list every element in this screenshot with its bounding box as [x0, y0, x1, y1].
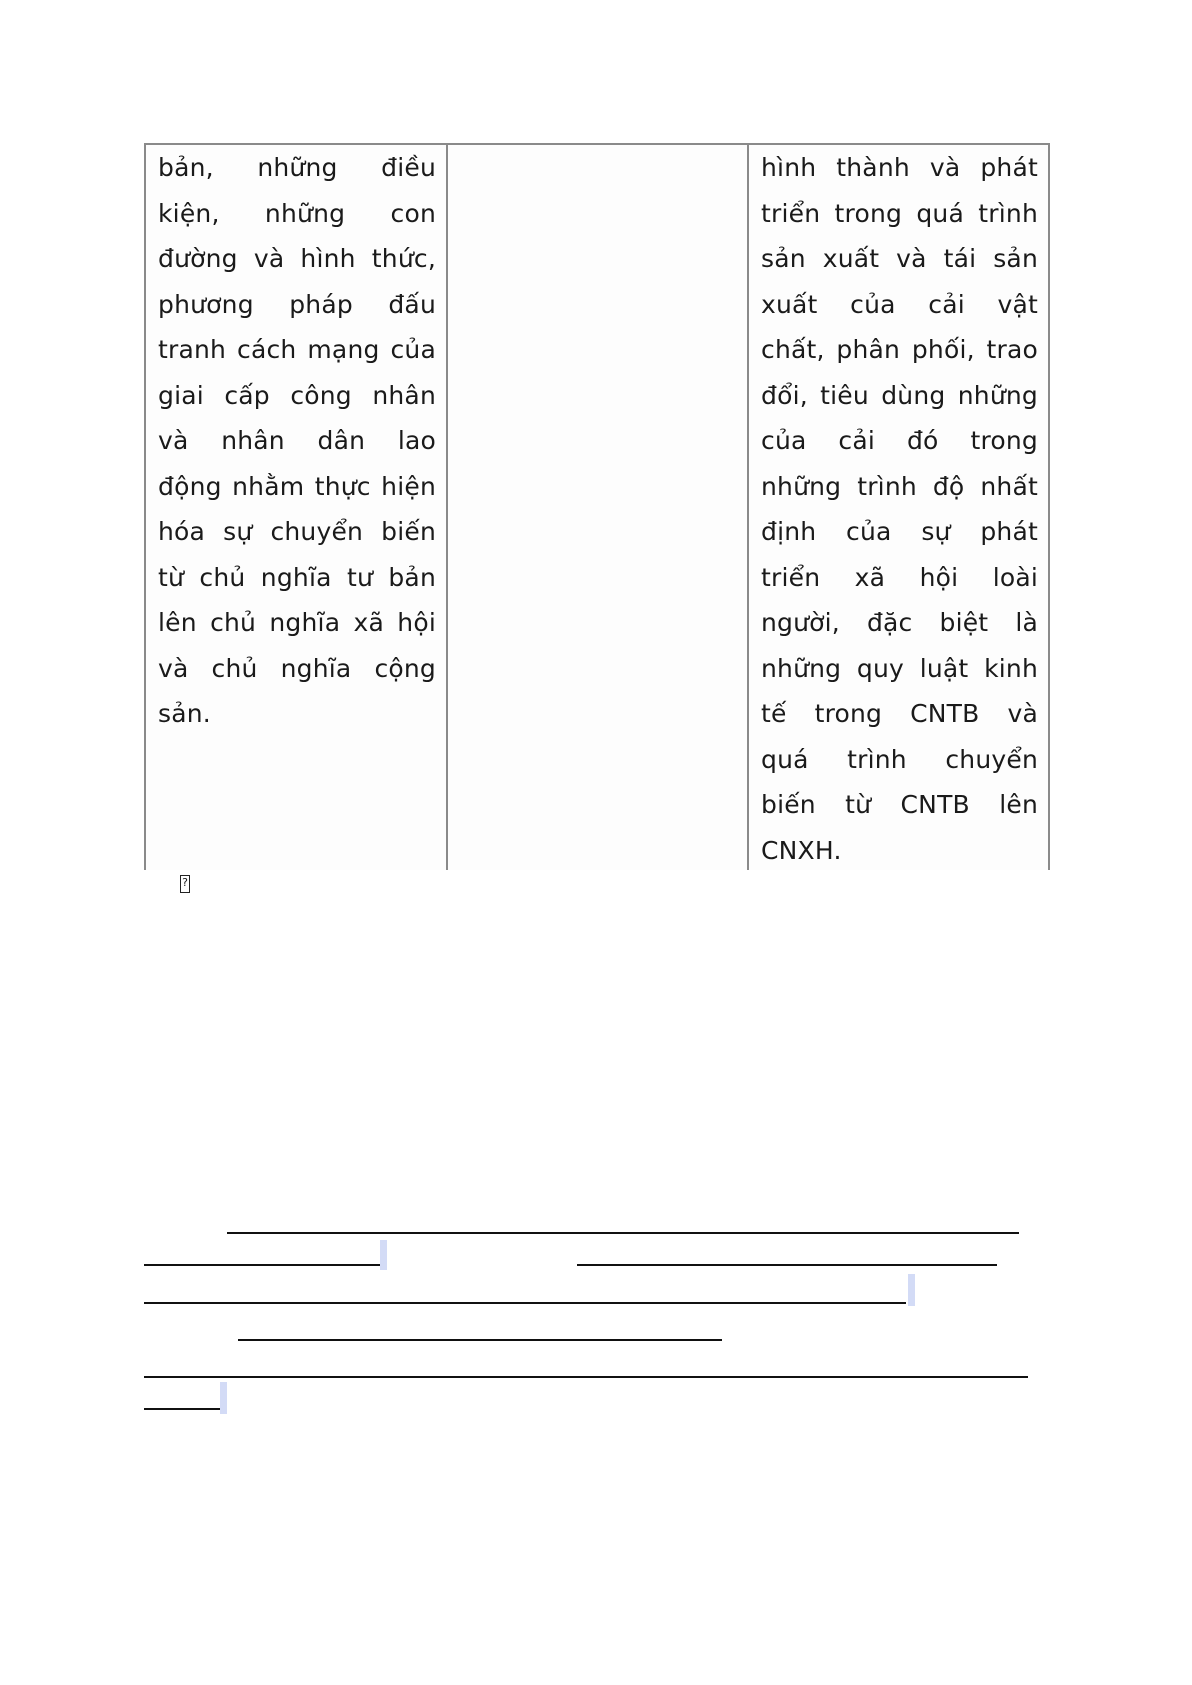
text-cursor: [380, 1240, 387, 1270]
missing-glyph-icon: ?: [180, 875, 190, 893]
right-cell-text: hình thành và phát triển trong quá trình sản xuất và tái sản xuất của cải vật chất, phân phối, trao đổi, tiêu dùng những của cải đó trong những trình độ nhất định của sự phát triển xã hội loài người, đặc biệt là những quy luật kinh tế trong CNTB và quá trình chuyển biến từ CNTB lên CNXH.: [761, 153, 1038, 865]
table-cell-middle: [448, 145, 749, 870]
blank-line: [227, 1232, 1019, 1234]
blank-line: [144, 1302, 906, 1304]
table-cell-left: [146, 145, 448, 870]
blank-line: [144, 1376, 1028, 1378]
blank-line: [144, 1408, 220, 1410]
blank-line: [144, 1264, 380, 1266]
table-cell-right: [749, 145, 1048, 870]
blank-line: [577, 1264, 997, 1266]
content-table: [144, 143, 1050, 870]
text-cursor: [908, 1274, 915, 1306]
left-cell-text: bản, những điều kiện, những con đường và hình thức, phương pháp đấu tranh cách mạng của giai cấp công nhân và nhân dân lao động nhằm thực hiện hóa sự chuyển biến từ chủ nghĩa tư bản lên chủ nghĩa xã hội và chủ nghĩa cộng sản.: [158, 153, 436, 728]
blank-line: [238, 1339, 722, 1341]
text-cursor: [220, 1382, 227, 1414]
